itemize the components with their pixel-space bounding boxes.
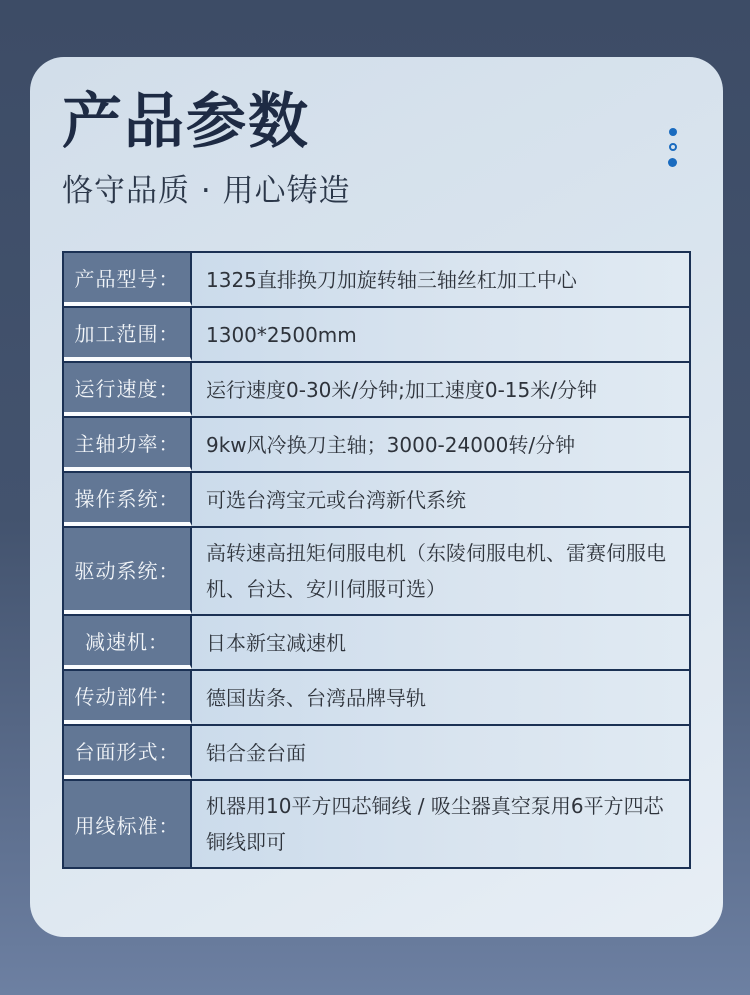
- dot-filled-icon: [668, 158, 677, 167]
- spec-value: 1300*2500mm: [192, 308, 689, 361]
- spec-value: 德国齿条、台湾品牌导轨: [192, 671, 689, 724]
- spec-row-spindle-power: [64, 416, 689, 471]
- spec-label: 驱动系统：: [64, 528, 192, 614]
- spec-value: 机器用10平方四芯铜线 / 吸尘器真空泵用6平方四芯铜线即可: [192, 781, 689, 867]
- spec-row-reducer: [64, 614, 689, 669]
- spec-label: 操作系统：: [64, 473, 192, 526]
- dot-hollow-icon: [669, 143, 677, 151]
- spec-row-product-model: [64, 251, 689, 306]
- spec-row-wiring-standard: [64, 779, 689, 867]
- product-parameters-panel: [30, 57, 723, 937]
- page-title: 产品参数: [62, 87, 310, 157]
- spec-row-table-type: [64, 724, 689, 779]
- spec-value: 铝合金台面: [192, 726, 689, 779]
- spec-value: 可选台湾宝元或台湾新代系统: [192, 473, 689, 526]
- spec-label: 减速机：: [64, 616, 192, 669]
- spec-label: 运行速度：: [64, 363, 192, 416]
- spec-label: 用线标准：: [64, 781, 192, 867]
- spec-label: 产品型号：: [64, 253, 192, 306]
- spec-row-running-speed: [64, 361, 689, 416]
- spec-row-operating-system: [64, 471, 689, 526]
- spec-value: 日本新宝减速机: [192, 616, 689, 669]
- dot-filled-icon: [669, 128, 677, 136]
- decorative-dots-icon: [668, 128, 677, 167]
- page-subtitle: 恪守品质 · 用心铸造: [62, 173, 351, 209]
- spec-row-drive-system: [64, 526, 689, 614]
- spec-value: 9kw风冷换刀主轴；3000-24000转/分钟: [192, 418, 689, 471]
- spec-value: 高转速高扭矩伺服电机（东陵伺服电机、雷赛伺服电机、台达、安川伺服可选）: [192, 528, 689, 614]
- spec-value: 运行速度0-30米/分钟;加工速度0-15米/分钟: [192, 363, 689, 416]
- spec-label: 台面形式：: [64, 726, 192, 779]
- spec-label: 加工范围：: [64, 308, 192, 361]
- spec-label: 传动部件：: [64, 671, 192, 724]
- spec-label: 主轴功率：: [64, 418, 192, 471]
- spec-row-transmission-parts: [64, 669, 689, 724]
- spec-value: 1325直排换刀加旋转轴三轴丝杠加工中心: [192, 253, 689, 306]
- spec-row-working-area: [64, 306, 689, 361]
- spec-table: [62, 251, 691, 869]
